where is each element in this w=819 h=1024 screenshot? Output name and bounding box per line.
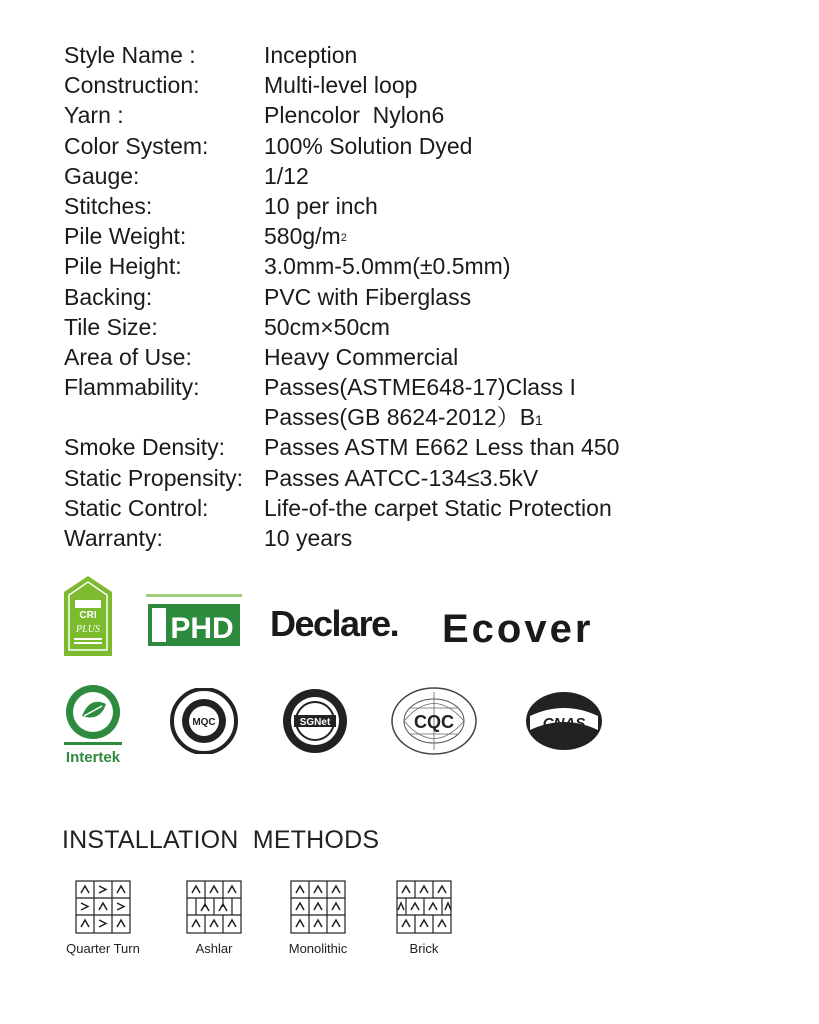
pile-weight-value: 580g/m xyxy=(264,223,341,250)
spec-label: Backing: xyxy=(64,283,153,310)
cqc-logo xyxy=(390,686,478,756)
cqc-text: CQC xyxy=(414,712,454,732)
installation-methods xyxy=(58,880,538,970)
ecover-text: Ecover xyxy=(442,607,594,651)
spec-label: Pile Height: xyxy=(64,253,182,280)
declare-text: Declare. xyxy=(270,603,399,644)
spec-value: PVC with Fiberglass xyxy=(264,283,472,310)
cri-green-label-plus-logo xyxy=(62,574,114,658)
spec-row xyxy=(64,523,764,553)
method-quarter-turn xyxy=(58,880,148,956)
spec-label: Color System: xyxy=(64,132,209,159)
spec-row xyxy=(64,463,764,493)
spec-label: Warranty: xyxy=(64,525,163,551)
spec-value: Inception xyxy=(264,42,358,68)
spec-label: Static Control: xyxy=(64,494,209,521)
flammability-gb-value: Passes(GB 8624-2012）B xyxy=(264,404,536,431)
method-label: Ashlar xyxy=(195,941,233,956)
sgnet-text: SGNet xyxy=(299,717,331,728)
spec-row xyxy=(64,402,764,432)
spec-value: Passes(ASTME648-17)Class I xyxy=(264,374,576,401)
ashlar-pattern-icon xyxy=(186,880,242,934)
spec-row xyxy=(64,342,764,372)
certification-logos-row-1 xyxy=(62,574,762,664)
subscript: 1 xyxy=(535,412,543,429)
spec-row xyxy=(64,493,764,523)
method-brick xyxy=(392,880,456,956)
spec-row xyxy=(64,221,764,251)
spec-value xyxy=(264,221,764,251)
certification-logos-row-2 xyxy=(62,682,762,772)
spec-row xyxy=(64,372,764,402)
spec-row xyxy=(64,282,764,312)
spec-value: 100% Solution Dyed xyxy=(264,132,473,159)
mqc-text: MQC xyxy=(192,717,216,728)
intertek-logo xyxy=(62,682,124,768)
spec-label xyxy=(64,402,264,432)
spec-label: Smoke Density: xyxy=(64,434,226,461)
spec-row xyxy=(64,100,764,130)
cri-plus-text: PLUS xyxy=(76,624,100,635)
spec-row xyxy=(64,40,764,70)
installation-title: INSTALLATION METHODS xyxy=(62,826,380,854)
spec-row xyxy=(64,432,764,462)
method-label: Quarter Turn xyxy=(66,941,140,956)
spec-value: 10 years xyxy=(264,525,353,551)
method-ashlar xyxy=(182,880,246,956)
phd-text: PHD xyxy=(170,612,234,645)
spec-value: Life-of-the carpet Static Protection xyxy=(264,494,612,521)
method-label: Brick xyxy=(409,941,439,956)
spec-value: Multi-level loop xyxy=(264,72,418,99)
monolithic-pattern-icon xyxy=(290,880,346,934)
spec-label: Stitches: xyxy=(64,192,153,219)
spec-value: Passes AATCC-134≤3.5kV xyxy=(264,464,539,491)
sgnet-seal-logo xyxy=(280,688,350,754)
intertek-text: Intertek xyxy=(65,749,121,766)
cnas-logo xyxy=(524,690,604,752)
superscript: 2 xyxy=(340,232,347,245)
spec-value: 3.0mm-5.0mm(±0.5mm) xyxy=(264,253,511,280)
spec-value: Heavy Commercial xyxy=(264,343,459,370)
spec-label: Area of Use: xyxy=(64,343,192,370)
spec-label: Yarn : xyxy=(64,102,124,129)
spec-label: Tile Size: xyxy=(64,313,158,340)
spec-value: 1/12 xyxy=(264,162,309,189)
spec-row xyxy=(64,131,764,161)
cnas-text: CNAS xyxy=(542,715,586,732)
spec-label: Style Name : xyxy=(64,42,196,68)
spec-row xyxy=(64,191,764,221)
cri-text: CRI xyxy=(79,610,97,621)
spec-label: Construction: xyxy=(64,72,200,99)
ecover-logo xyxy=(440,602,630,652)
spec-value xyxy=(264,402,764,432)
spec-value: 50cm×50cm xyxy=(264,313,390,340)
quarter-turn-pattern-icon xyxy=(75,880,131,934)
brick-pattern-icon xyxy=(396,880,452,934)
spec-label: Flammability: xyxy=(64,374,200,401)
spec-label: Gauge: xyxy=(64,162,140,189)
mqc-seal-logo xyxy=(168,688,240,754)
spec-table xyxy=(64,40,764,553)
spec-row xyxy=(64,70,764,100)
method-monolithic xyxy=(280,880,356,956)
spec-label: Pile Weight: xyxy=(64,223,187,250)
phd-logo xyxy=(146,594,242,648)
spec-label: Static Propensity: xyxy=(64,464,243,491)
declare-logo xyxy=(268,600,416,646)
method-label: Monolithic xyxy=(288,941,348,956)
spec-row xyxy=(64,251,764,281)
spec-value: Passes ASTM E662 Less than 450 xyxy=(264,434,620,461)
spec-value: Plencolor Nylon6 xyxy=(264,102,445,129)
spec-value: 10 per inch xyxy=(264,192,378,219)
spec-row xyxy=(64,312,764,342)
spec-row xyxy=(64,161,764,191)
